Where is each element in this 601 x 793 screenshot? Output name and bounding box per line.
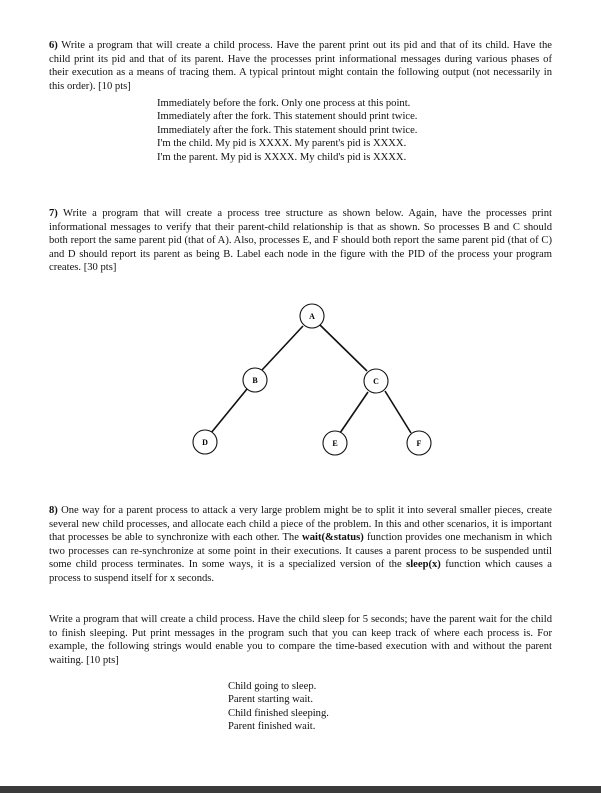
node-d (193, 430, 217, 454)
viewer-bottom-bar (0, 786, 601, 793)
q7-number: 7) (49, 208, 58, 219)
q8-paragraph-2: Write a program that will create a child process. Have the child sleep for 5 seconds; have the parent wait for the child to finish sleeping. Put print messages in the program such that you can keep track of where each process is. For example, the following strings would enable you to compare the time-based execution with and without the parent waiting. [10 pts] (49, 614, 552, 666)
q7-text: Write a program that will create a process tree structure as shown below. Again, have the processes print informational messages to verify that their parent-child relationship is that as shown. So processes B and C should both report the same parent pid (that of A). Also, processes E, and F should both report the same parent pid (that of C) and D should report its parent as being B. Label each node in the figure with the PID of the process your program creates. [30 pts] (49, 208, 552, 274)
node-a-label: A (309, 312, 315, 321)
q6-output-line: Immediately after the fork. This statement should print twice. (157, 124, 418, 136)
node-d-label: D (202, 438, 208, 447)
q6-output-line: I'm the parent. My pid is XXXX. My child's pid is XXXX. (157, 151, 407, 163)
node-a (300, 304, 324, 328)
q8-output-line: Parent finished wait. (228, 721, 316, 733)
q8-output-line: Child going to sleep. (228, 681, 317, 692)
node-b (243, 368, 267, 392)
edge-b-d (211, 389, 247, 433)
edge-a-b (262, 326, 303, 370)
q6-output-line: Immediately after the fork. This statement should print twice. (157, 111, 418, 123)
q8-p1-middle: function provides one mechanism in which two processes can re-synchronize at some point in their executions. It causes a parent process to be suspended until some child process terminates. In some ways, it is a specialized version of the (49, 532, 552, 571)
q8-p1-after: function which causes a process to suspend itself for x seconds. (49, 559, 552, 584)
q8-number: 8) (49, 505, 58, 516)
q6-number: 6) (49, 40, 58, 51)
node-f (407, 431, 431, 455)
q6-output-line: Immediately before the fork. Only one process at this point. (157, 98, 411, 109)
node-f-label: F (416, 439, 422, 448)
q8-paragraph-1 (49, 504, 552, 586)
node-b-label: B (252, 376, 258, 385)
q8-wait-function: wait(&status) (302, 532, 364, 544)
edge-c-e (340, 392, 368, 433)
q6-text: Write a program that will create a child process. Have the parent print out its pid and that of its child. Have the child print its pid and that of its parent. Have the processes print informational messages during various phases of their execution as a means of tracing them. A typical printout might contain the following output (not necessarily in this order). [10 pts] (49, 40, 552, 92)
node-e-label: E (332, 439, 338, 448)
q8-p1-before: One way for a parent process to attack a very large problem might be to split it into several smaller pieces, create several new child processes, and allocate each child a piece of the problem. In this and other scenarios, it is important that processes be able to synchronize with each other. The (49, 505, 552, 544)
node-c-label: C (373, 377, 379, 386)
q8-output-line: Parent starting wait. (228, 694, 314, 706)
q8-sleep-function: sleep(x) (406, 559, 441, 571)
node-e (323, 431, 347, 455)
q8-output-list (228, 680, 329, 734)
q8-output-line: Child finished sleeping. (228, 707, 329, 719)
q6-output-line: I'm the child. My pid is XXXX. My parent's pid is XXXX. (157, 138, 407, 150)
edge-c-f (385, 391, 411, 433)
edge-a-c (320, 325, 367, 371)
node-c (364, 369, 388, 393)
